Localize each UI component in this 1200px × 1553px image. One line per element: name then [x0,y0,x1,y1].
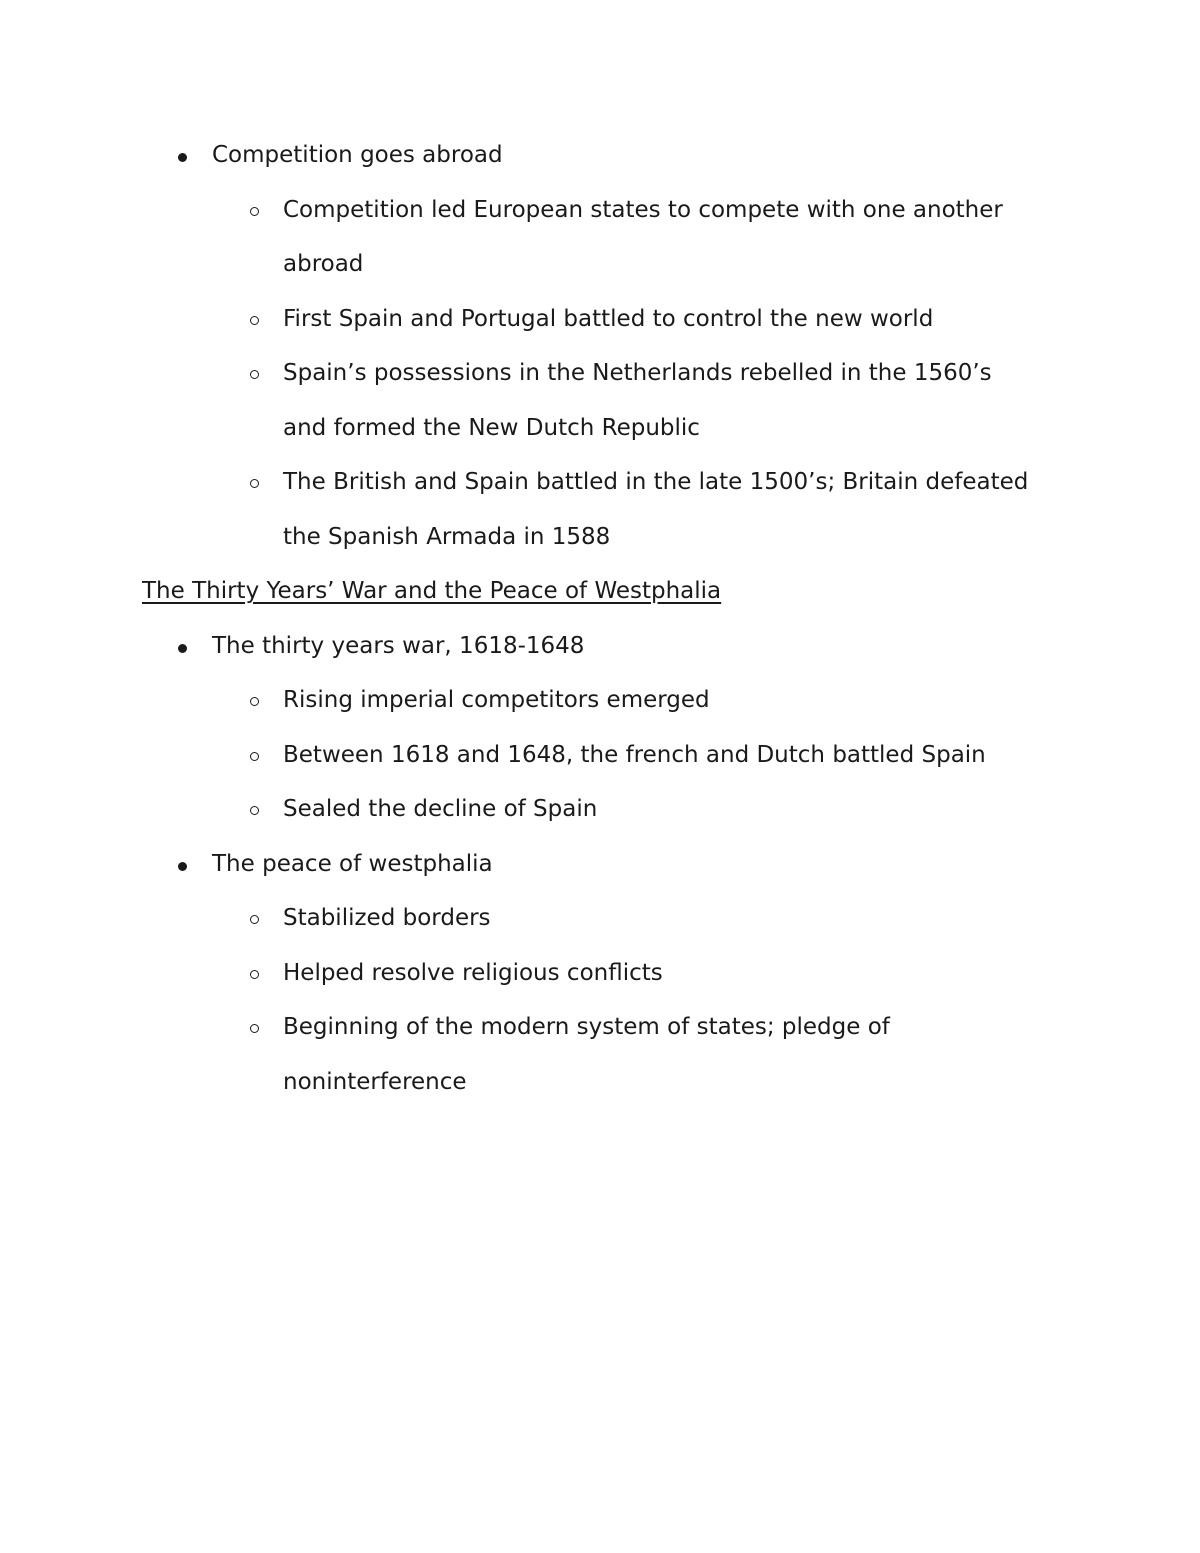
sub-bullet-text: First Spain and Portugal battled to control the new world [283,305,934,332]
circle-bullet-icon [250,207,259,216]
sub-bullet-continuation: noninterference [283,1068,467,1095]
disc-bullet-icon [178,153,187,162]
circle-bullet-icon [250,697,259,706]
sub-bullet-text: The British and Spain battled in the late 1500’s; Britain defeated [283,469,1029,495]
bullet-peace-of-westphalia [142,837,1072,892]
sub-bullet-item [142,946,1072,1001]
circle-bullet-icon [250,806,259,815]
sub-bullet-item [142,673,1072,728]
disc-bullet-icon [178,862,187,871]
sub-bullet-text: Rising imperial competitors emerged [283,687,710,713]
sub-bullet-item [142,455,1072,510]
sub-bullet-item [142,346,1072,401]
sub-bullet-text: Spain’s possessions in the Netherlands rebelled in the 1560’s [283,360,992,386]
sub-bullet-item [142,891,1072,946]
sub-bullet-item [142,728,1072,783]
sub-bullet-item [142,782,1072,837]
sub-bullet-item [142,1000,1072,1055]
section-heading: The Thirty Years’ War and the Peace of Westphalia [142,578,722,604]
circle-bullet-icon [250,316,259,325]
disc-bullet-icon [178,644,187,653]
circle-bullet-icon [250,479,259,488]
bullet-text: Competition goes abroad [212,142,503,168]
bullet-text: The thirty years war, 1618-1648 [212,632,585,659]
circle-bullet-icon [250,752,259,761]
bullet-thirty-years-war [142,619,1072,674]
sub-bullet-continuation: abroad [283,251,364,277]
sub-bullet-text: Helped resolve religious conflicts [283,959,663,986]
sub-bullet-item [142,183,1072,238]
sub-bullet-text: Competition led European states to compete with one another [283,196,1003,223]
sub-bullet-item [142,292,1072,347]
sub-bullet-continuation: the Spanish Armada in 1588 [283,523,611,550]
bullet-text: The peace of westphalia [212,850,493,877]
circle-bullet-icon [250,970,259,979]
circle-bullet-icon [250,1024,259,1033]
sub-bullet-continuation: and formed the New Dutch Republic [283,414,700,441]
sub-bullet-text: Stabilized borders [283,905,491,931]
sub-bullet-text: Sealed the decline of Spain [283,796,598,822]
sub-bullet-text: Between 1618 and 1648, the french and Dutch battled Spain [283,741,986,768]
circle-bullet-icon [250,370,259,379]
sub-bullet-text: Beginning of the modern system of states; pledge of [283,1014,890,1040]
circle-bullet-icon [250,915,259,924]
bullet-competition-goes-abroad [142,128,1072,183]
notes-content [142,128,1072,1109]
